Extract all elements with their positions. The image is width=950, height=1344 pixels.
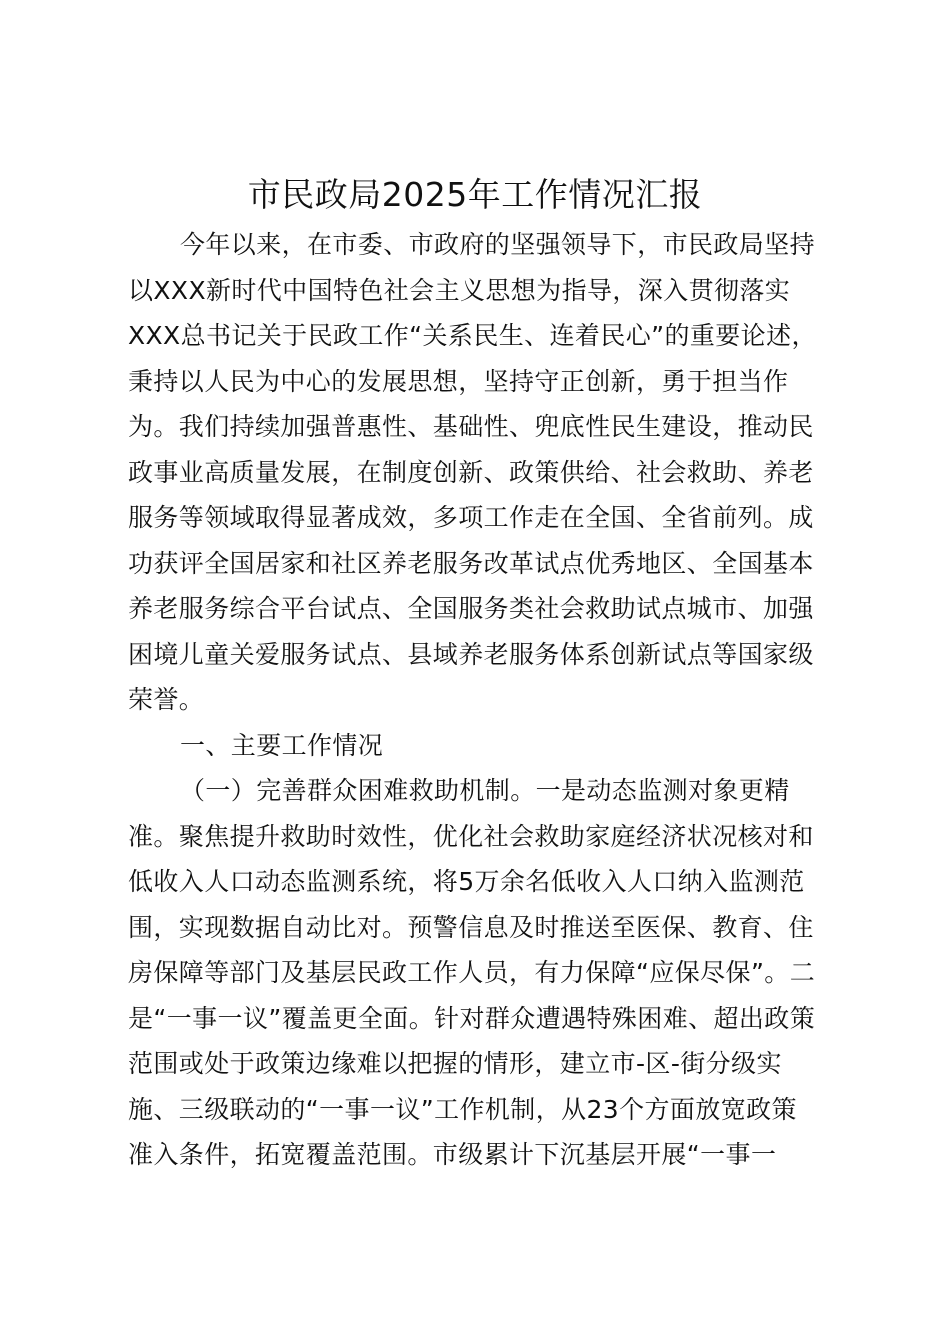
paragraph-line: 范围或处于政策边缘难以把握的情形，建立市-区-街分级实: [128, 1049, 782, 1078]
paragraph-line: 服务等领域取得显著成效，多项工作走在全国、全省前列。成: [128, 503, 814, 532]
paragraph-line: 准入条件，拓宽覆盖范围。市级累计下沉基层开展“一事一: [128, 1140, 777, 1169]
paragraph-line: 房保障等部门及基层民政工作人员，有力保障“应保尽保”。二: [128, 958, 816, 987]
paragraph-line: 围，实现数据自动比对。预警信息及时推送至医保、教育、住: [128, 912, 814, 942]
paragraph-line: 施、三级联动的“一事一议”工作机制，从23个方面放宽政策: [128, 1094, 797, 1124]
paragraph-line: 低收入人口动态监测系统，将5万余名低收入人口纳入监测范: [128, 867, 805, 896]
paragraph-line: XXX总书记关于民政工作“关系民生、连着民心”的重要论述，: [128, 321, 817, 350]
paragraph-line: （一）完善群众困难救助机制。一是动态监测对象更精: [180, 776, 790, 805]
paragraph-line: 功获评全国居家和社区养老服务改革试点优秀地区、全国基本: [128, 548, 814, 578]
document-title: 市民政局2025年工作情况汇报: [247, 175, 703, 214]
paragraph-line: 以XXX新时代中国特色社会主义思想为指导，深入贯彻落实: [128, 275, 791, 305]
paragraph-line: 今年以来，在市委、市政府的坚强领导下，市民政局坚持: [180, 230, 816, 259]
paragraph-line: 政事业高质量发展，在制度创新、政策供给、社会救助、养老: [128, 457, 814, 487]
paragraph-line: 准。聚焦提升救助时效性，优化社会救助家庭经济状况核对和: [128, 821, 814, 851]
paragraph-line: 为。我们持续加强普惠性、基础性、兜底性民生建设，推动民: [128, 412, 814, 441]
section-heading: 一、主要工作情况: [180, 730, 384, 760]
paragraph-line: 困境儿童关爱服务试点、县域养老服务体系创新试点等国家级: [128, 639, 814, 669]
paragraph-line: 秉持以人民为中心的发展思想，坚持守正创新，勇于担当作: [128, 366, 789, 396]
paragraph-line: 是“一事一议”覆盖更全面。针对群众遭遇特殊困难、超出政策: [128, 1003, 816, 1033]
paragraph-line: 荣誉。: [128, 685, 205, 714]
paragraph-line: 养老服务综合平台试点、全国服务类社会救助试点城市、加强: [128, 594, 814, 623]
document-body: [128, 222, 828, 1178]
